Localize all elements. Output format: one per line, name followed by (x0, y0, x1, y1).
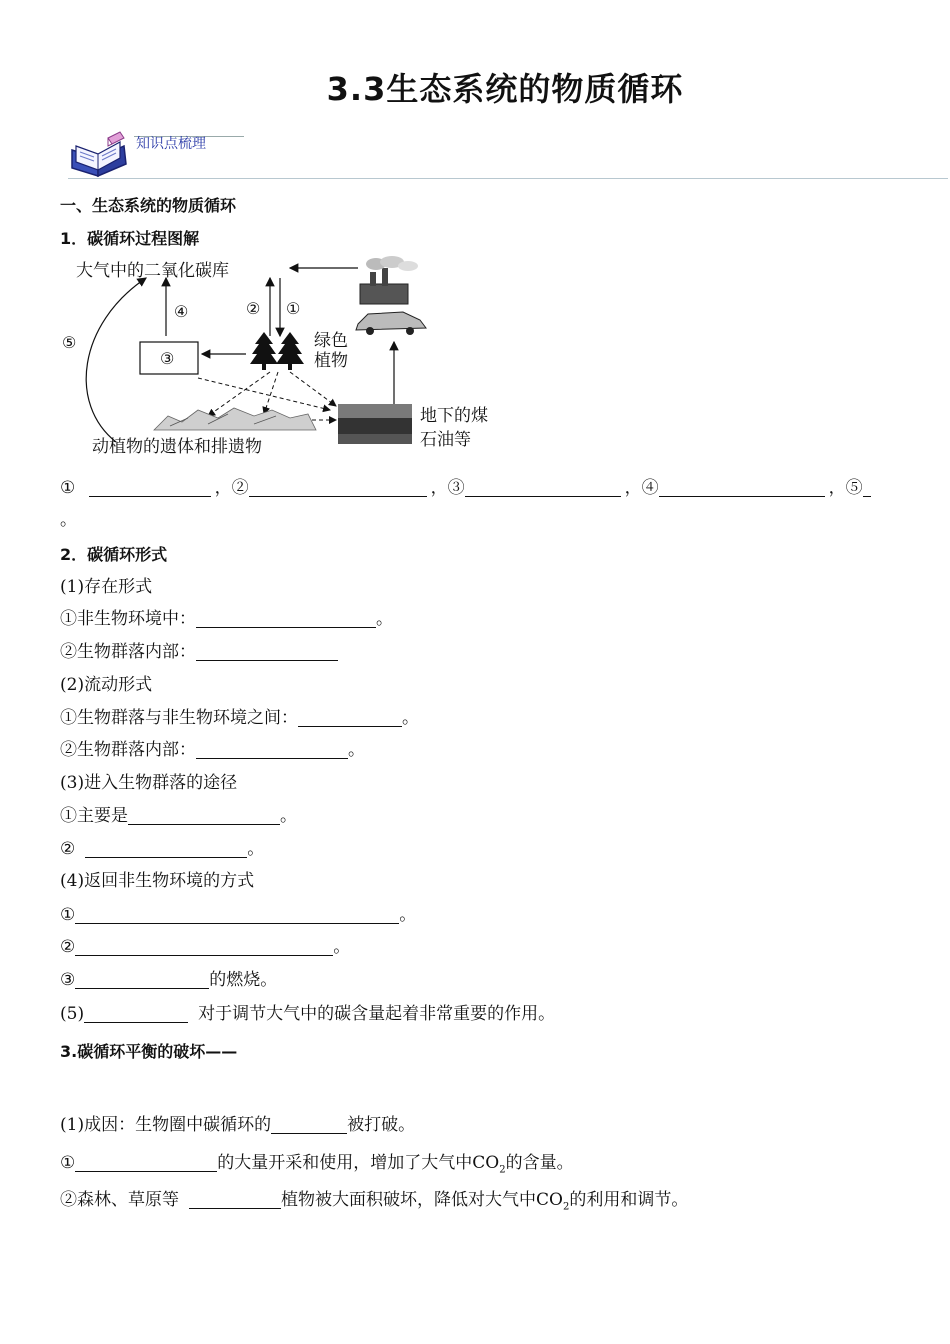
trees-icon (250, 332, 304, 370)
label-3: ③ (160, 349, 175, 368)
green-plant-label-1: 绿色 (314, 331, 348, 351)
blank-1[interactable] (89, 478, 211, 497)
part2-s4c: ③ (60, 970, 76, 990)
part3-c2-end: 的含量。 (505, 1153, 574, 1173)
blank-s4a[interactable] (75, 905, 399, 924)
blank-2[interactable] (249, 478, 427, 497)
blank-s2a[interactable] (298, 708, 402, 727)
part3-c2-mid: 的大量开采和使用，增加了大气中CO (217, 1153, 500, 1173)
part2-s3: (3)进入生物群落的途径 (60, 773, 238, 793)
part2-s3b: ② (60, 839, 76, 859)
blank-s1b[interactable] (196, 642, 338, 661)
part2-s1b: ②生物群落内部： (60, 642, 196, 662)
part2-s2b-row (60, 738, 365, 762)
blank-s2b[interactable] (196, 740, 348, 759)
part2-s4b-row (60, 935, 350, 959)
part3-c3-row (60, 1188, 688, 1219)
part2-s2b: ②生物群落内部： (60, 740, 196, 760)
blank-4[interactable] (659, 478, 825, 497)
cycle-fill-end: 。 (60, 510, 77, 530)
part2-s4c-row (60, 968, 277, 992)
part3-c2-row (60, 1151, 574, 1182)
section-header (68, 128, 948, 188)
part2-s4c-end: 的燃烧。 (209, 970, 278, 990)
blank-s1a[interactable] (196, 609, 376, 628)
co2-subscript: 2 (499, 1164, 506, 1176)
part2-s4a-end: 。 (399, 905, 417, 925)
section-heading: 一、生态系统的物质循环 (60, 196, 237, 215)
part2-s5-row (60, 1002, 555, 1026)
factory-icon (360, 256, 418, 304)
car-icon (356, 312, 426, 335)
open-book-icon (68, 128, 130, 178)
part2-s3a-end: 。 (280, 806, 297, 826)
part2-s1a-row (60, 607, 393, 631)
section-label: 知识点梳理 (136, 136, 206, 152)
part2-s1a-end: 。 (376, 609, 393, 629)
part2-s1b-row (60, 640, 338, 664)
part2-heading: 2．碳循环形式 (60, 545, 168, 564)
marker-4: ，④ (624, 478, 659, 498)
part2-s1a: ①非生物环境中： (60, 609, 196, 629)
blank-5[interactable] (863, 478, 871, 497)
part2-s4b-end: 。 (333, 937, 351, 957)
blank-c1[interactable] (271, 1115, 347, 1134)
marker-1: ① (60, 478, 76, 498)
cycle-fill-row (60, 476, 871, 500)
blank-s3a[interactable] (128, 806, 280, 825)
remains-pile-icon (154, 408, 316, 430)
blank-s5[interactable] (84, 1004, 188, 1023)
fossil-label-2: 石油等 (420, 430, 471, 450)
part2-s5: (5) (60, 1004, 85, 1024)
carbon-cycle-diagram (58, 254, 528, 464)
part3-c1-end: 被打破。 (347, 1115, 416, 1135)
part2-s5-end: 对于调节大气中的碳含量起着非常重要的作用。 (198, 1004, 556, 1024)
label-2: ② (246, 299, 261, 318)
blank-s4c[interactable] (75, 970, 209, 989)
green-plant-label-2: 植物 (314, 351, 348, 371)
part2-s4a: ① (60, 905, 76, 925)
co2-pool-label: 大气中的二氧化碳库 (76, 261, 229, 281)
header-rule (68, 178, 948, 179)
part3-c1-row (60, 1113, 415, 1137)
part3-heading: 3.碳循环平衡的破坏—— (60, 1042, 238, 1061)
marker-5: ，⑤ (828, 478, 863, 498)
label-1: ① (286, 299, 301, 318)
part2-s2a: ①生物群落与非生物环境之间： (60, 708, 298, 728)
part2-s2b-end: 。 (348, 740, 365, 760)
blank-c2[interactable] (75, 1153, 217, 1172)
part1-heading: 1．碳循环过程图解 (60, 229, 200, 248)
blank-c3[interactable] (189, 1190, 281, 1209)
label-4: ④ (174, 302, 189, 321)
blank-s3b[interactable] (85, 839, 247, 858)
coal-oil-layer-icon (338, 404, 412, 444)
part2-s3a: ①主要是 (60, 806, 128, 826)
marker-2: ，② (214, 478, 249, 498)
part2-s4b: ② (60, 937, 76, 957)
part2-s3a-row (60, 804, 297, 828)
part2-s4a-row (60, 903, 416, 927)
part3-c3: ②森林、草原等 (60, 1190, 179, 1210)
co2-subscript-2: 2 (562, 1201, 570, 1213)
marker-3: ，③ (430, 478, 465, 498)
part2-s3b-end: 。 (247, 839, 265, 859)
part2-s4: (4)返回非生物环境的方式 (60, 871, 255, 891)
part3-c1: (1)成因：生物圈中碳循环的 (60, 1115, 272, 1135)
part2-s3b-row (60, 837, 264, 861)
part3-c2: ① (60, 1153, 76, 1173)
part3-c3-end: 的利用和调节。 (569, 1190, 689, 1210)
fossil-label-1: 地下的煤 (420, 406, 488, 426)
carbon-cycle-svg (58, 254, 528, 464)
part2-s2: (2)流动形式 (60, 675, 153, 695)
part2-s1: (1)存在形式 (60, 577, 153, 597)
page-title: 3.3生态系统的物质循环 (326, 70, 684, 108)
label-5: ⑤ (62, 333, 77, 352)
part2-s2a-row (60, 706, 419, 730)
part3-c3-mid: 植物被大面积破坏，降低对大气中CO (281, 1190, 563, 1210)
part2-s2a-end: 。 (402, 708, 419, 728)
remains-label: 动植物的遗体和排遗物 (92, 437, 262, 457)
blank-s4b[interactable] (75, 937, 333, 956)
blank-3[interactable] (465, 478, 621, 497)
